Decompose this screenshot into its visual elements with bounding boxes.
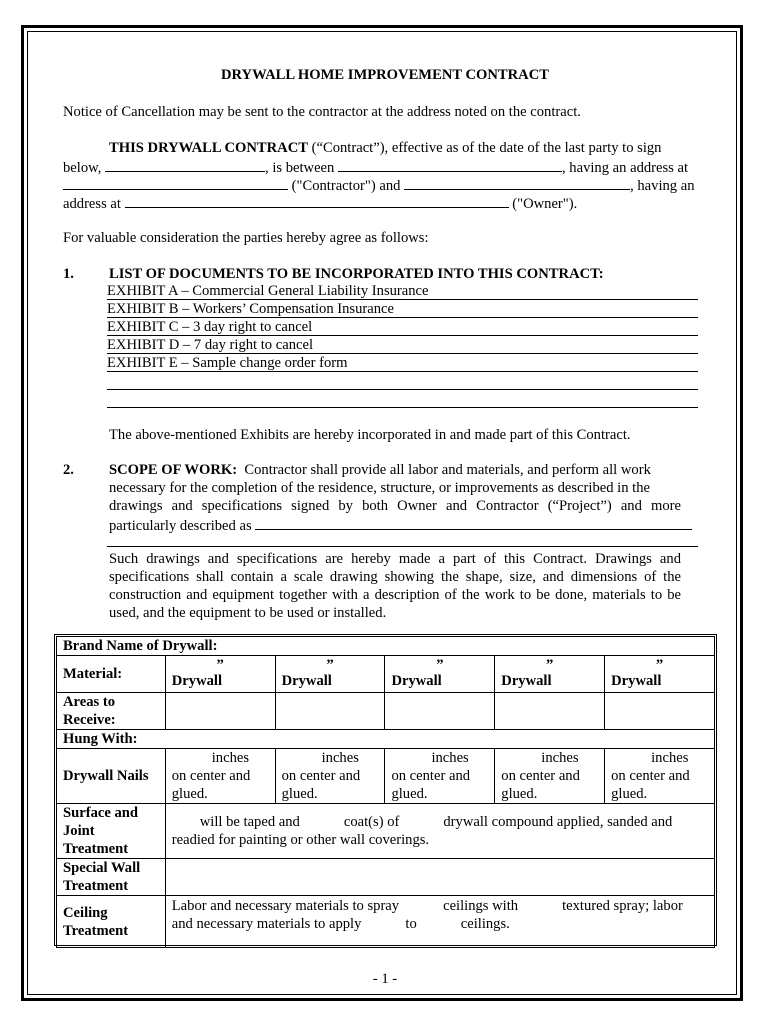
table-row [57, 749, 715, 804]
areas-cell[interactable] [275, 693, 385, 730]
nails-inches: inches [321, 750, 359, 766]
table-row [57, 730, 715, 749]
ceiling-text-6: ceilings. [460, 916, 510, 932]
intro-line-2 [63, 157, 699, 177]
intro-line-3 [63, 175, 703, 195]
quote-mark: ” [326, 657, 334, 673]
drywall-label: Drywall [611, 673, 662, 689]
project-description-field-2[interactable] [107, 546, 698, 547]
intro-address-at: address at [63, 196, 121, 212]
section-1-number: 1. [63, 266, 74, 282]
material-label: Material: [57, 656, 166, 693]
nails-rest: on center and glued. [171, 768, 251, 802]
drywall-label: Drywall [501, 673, 552, 689]
intro-having-an: , having an [630, 178, 695, 194]
quote-mark: ” [655, 657, 664, 673]
nails-cell[interactable] [495, 749, 605, 804]
section-2-heading: SCOPE OF WORK: [109, 462, 238, 478]
scope-para2-line-2: specifications shall contain a scale drawing showing the shape, size, and dimensions of the [109, 569, 681, 585]
nails-rest: on center and glued. [611, 768, 690, 802]
exhibit-e: EXHIBIT E – Sample change order form [107, 355, 348, 371]
surface-text-3: drywall compound applied, sanded and [443, 814, 673, 830]
intro-owner: ("Owner"). [508, 196, 578, 212]
scope-text-1: Contractor shall provide all labor and materials, and perform all work [244, 462, 651, 478]
exhibit-line [107, 282, 698, 300]
nails-rest: on center and glued. [391, 768, 471, 802]
document-title: DRYWALL HOME IMPROVEMENT CONTRACT [220, 67, 549, 83]
areas-cell[interactable] [495, 693, 605, 730]
table-row [57, 804, 715, 859]
scope-para2-line-1: Such drawings and specifications are hereby made a part of this Contract. Drawings and [109, 551, 681, 567]
exhibits-closing: The above-mentioned Exhibits are hereby incorporated in and made part of this Contract. [109, 427, 631, 443]
material-cell[interactable] [605, 656, 715, 693]
areas-label: Areas to Receive: [57, 693, 166, 730]
drywall-spec-table [56, 636, 715, 948]
exhibit-line [107, 354, 698, 372]
nails-cell[interactable] [605, 749, 715, 804]
exhibit-line [107, 336, 698, 354]
extra-exhibit-blank[interactable] [107, 372, 698, 390]
quote-mark: ” [216, 657, 224, 673]
areas-cell[interactable] [165, 693, 275, 730]
section-1-heading: LIST OF DOCUMENTS TO BE INCORPORATED INTO THIS CONTRACT: [109, 266, 604, 282]
surface-joint-cell[interactable] [165, 804, 714, 859]
intro-is-between: , is between [265, 160, 335, 176]
table-row [57, 693, 715, 730]
project-description-field[interactable] [255, 515, 692, 530]
nails-inches: inches [651, 750, 689, 766]
nails-rest: on center and glued. [501, 768, 580, 802]
ceiling-text-4: and necessary materials to apply [171, 916, 362, 932]
scope-para2-line-4: used, and the equipment to be used or installed. [109, 605, 387, 621]
ceiling-text-5: to [405, 916, 417, 932]
surface-text-1: will be taped and [199, 814, 300, 830]
effective-date-field[interactable] [105, 157, 265, 172]
scope-para2-line-3: construction and equipment together with a description of the work to be done, materials to be [109, 587, 681, 603]
drywall-label: Drywall [391, 673, 442, 689]
intro-having-address: , having an address at [562, 160, 689, 176]
scope-line-1 [109, 461, 651, 479]
nails-cell[interactable] [275, 749, 385, 804]
ceiling-text-1: Labor and necessary materials to spray [171, 898, 400, 914]
table-row [57, 637, 715, 656]
cancellation-notice: Notice of Cancellation may be sent to the contractor at the address noted on the contract. [63, 104, 581, 120]
exhibit-b: EXHIBIT B – Workers’ Compensation Insurance [107, 301, 394, 317]
hung-with-label: Hung With: [57, 730, 715, 749]
consideration-text: For valuable consideration the parties hereby agree as follows: [63, 230, 429, 246]
nails-inches: inches [211, 750, 250, 766]
nails-rest: on center and glued. [281, 768, 361, 802]
exhibit-c: EXHIBIT C – 3 day right to cancel [107, 319, 313, 335]
ceiling-label: Ceiling Treatment [57, 896, 166, 948]
nails-inches: inches [541, 750, 579, 766]
owner-name-field[interactable] [404, 175, 630, 190]
special-wall-cell[interactable] [165, 859, 714, 896]
drywall-label: Drywall [171, 673, 223, 689]
material-cell[interactable] [275, 656, 385, 693]
nails-cell[interactable] [165, 749, 275, 804]
material-cell[interactable] [495, 656, 605, 693]
areas-cell[interactable] [385, 693, 495, 730]
exhibit-line [107, 300, 698, 318]
scope-line-4 [109, 515, 692, 535]
intro-below: below, [63, 160, 102, 176]
scope-line-3: drawings and specifications signed by both Owner and Contractor (“Project”) and more [109, 498, 681, 514]
intro-line-1 [109, 139, 661, 157]
page-number: - 1 - [372, 971, 398, 987]
nails-inches: inches [431, 750, 469, 766]
quote-mark: ” [546, 657, 554, 673]
scope-text-4: particularly described as [109, 518, 252, 534]
ceiling-cell[interactable] [165, 896, 714, 948]
intro-lead-rest: (“Contract”), effective as of the date of the last party to sign [307, 140, 662, 156]
surface-text-4: readied for painting or other wall coverings. [171, 832, 430, 848]
exhibit-a: EXHIBIT A – Commercial General Liability Insurance [107, 283, 429, 299]
material-cell[interactable] [165, 656, 275, 693]
quote-mark: ” [436, 657, 444, 673]
drywall-nails-label: Drywall Nails [57, 749, 166, 804]
drywall-label: Drywall [281, 673, 332, 689]
ceiling-text-3: textured spray; labor [562, 898, 683, 914]
material-cell[interactable] [385, 656, 495, 693]
intro-contractor: ("Contractor") and [288, 178, 401, 194]
scope-line-2: necessary for the completion of the residence, structure, or improvements as described in the [109, 480, 650, 496]
table-row [57, 656, 715, 693]
owner-address-field[interactable] [125, 193, 509, 208]
section-2-number: 2. [63, 462, 74, 478]
table-row [57, 859, 715, 896]
contractor-address-field[interactable] [63, 175, 288, 190]
table-row [57, 896, 715, 948]
surface-joint-label: Surface and Joint Treatment [57, 804, 166, 859]
exhibit-d: EXHIBIT D – 7 day right to cancel [107, 337, 314, 353]
extra-exhibit-blank[interactable] [107, 390, 698, 408]
intro-lead: THIS DRYWALL CONTRACT [109, 140, 308, 156]
surface-text-2: coat(s) of [343, 814, 400, 830]
intro-line-4 [63, 193, 577, 213]
brand-name-label: Brand Name of Drywall: [57, 637, 715, 656]
areas-cell[interactable] [605, 693, 715, 730]
nails-cell[interactable] [385, 749, 495, 804]
contractor-name-field[interactable] [338, 157, 562, 172]
special-wall-label: Special Wall Treatment [57, 859, 166, 896]
exhibit-line [107, 318, 698, 336]
ceiling-text-2: ceilings with [443, 898, 519, 914]
